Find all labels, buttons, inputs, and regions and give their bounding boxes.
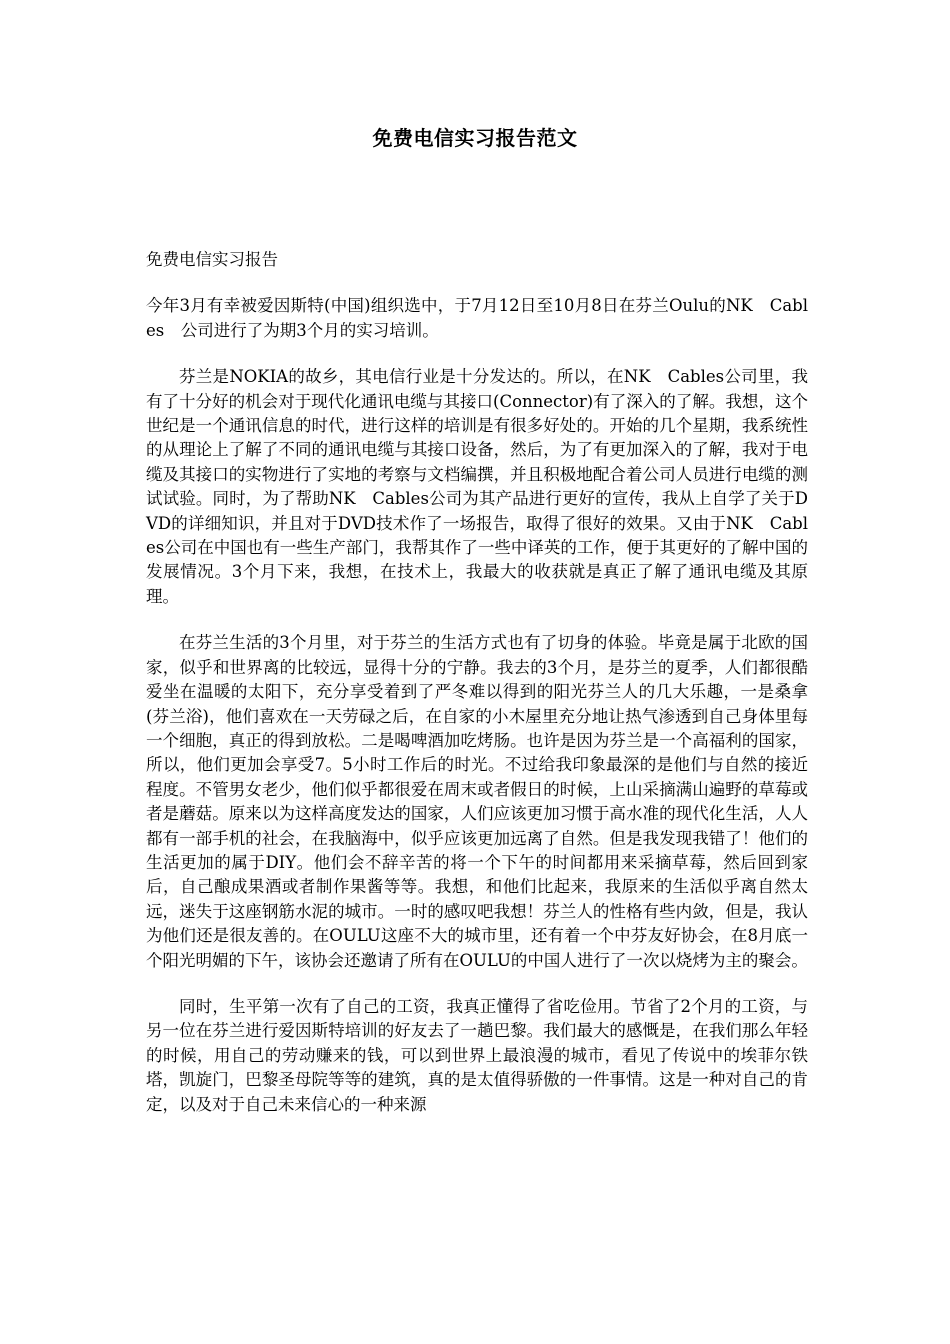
paragraph-3: 在芬兰生活的3个月里，对于芬兰的生活方式也有了切身的体验。毕竟是属于北欧的国家，似乎和世界离的比较远，显得十分的宁静。我去的3个月，是芬兰的夏季，人们都很酷爱坐在温暖的太阳下，充分享受着到了严冬难以得到的阳光芬兰人的几大乐趣，一是桑拿(芬兰浴)，他们喜欢在一天劳碌之后，在自家的小木屋里充分地让热气渗透到自己身体里每一个细胞，真正的得到放松。二是喝啤酒加吃烤肠。也许是因为芬兰是一个高福利的国家，所以，他们更加会享受7。5小时工作后的时光。不过给我印象最深的是他们与自然的接近程度。不管男女老少，他们似乎都很爱在周末或者假日的时候，上山采摘满山遍野的草莓或者是蘑菇。原来以为这样高度发达的国家，人们应该更加习惯于高水准的现代化生活，人人都有一部手机的社会，在我脑海中，似乎应该更加远离了自然。但是我发现我错了！他们的生活更加的属于DIY。他们会不辞辛苦的将一个下午的时间都用来采摘草莓，然后回到家后，自己酿成果酒或者制作果酱等等。我想，和他们比起来，我原来的生活似乎离自然太远，迷失于这座钢筋水泥的城市。一时的感叹吧我想！芬兰人的性格有些内敛，但是，我认为他们还是很友善的。在OULU这座不大的城市里，还有着一个中芬友好协会，在8月底一个阳光明媚的下午，该协会还邀请了所有在OULU的中国人进行了一次以烧烤为主的聚会。 [146,633,808,970]
paragraph-1: 今年3月有幸被爱因斯特(中国)组织选中，于7月12日至10月8日在芬兰Oulu的NK Cables 公司进行了为期3个月的实习培训。 [146,296,808,340]
paragraph-2: 芬兰是NOKIA的故乡，其电信行业是十分发达的。所以，在NK Cables公司里，我有了十分好的机会对于现代化通讯电缆与其接口(Connector)有了深入的了解。我想，这个世纪是一个通讯信息的时代，进行这样的培训是有很多好处的。开始的几个星期，我系统性的从理论上了解了不同的通讯电缆与其接口设备，然后，为了有更加深入的了解，我对于电缆及其接口的实物进行了实地的考察与文档编撰，并且积极地配合着公司人员进行电缆的测试试验。同时，为了帮助NK Cables公司为其产品进行更好的宣传，我从上自学了关于DVD的详细知识，并且对于DVD技术作了一场报告，取得了很好的效果。又由于NK Cables公司在中国也有一些生产部门，我帮其作了一些中译英的工作，便于其更好的了解中国的发展情况。3个月下来，我想，在技术上，我最大的收获就是真正了解了通讯电缆及其原理。 [146,367,808,606]
document-body [146,248,808,1139]
document-subtitle: 免费电信实习报告 [146,250,278,269]
document-title: 免费电信实习报告范文 [372,126,578,150]
paragraph-4: 同时，生平第一次有了自己的工资，我真正懂得了省吃俭用。节省了2个月的工资，与另一位在芬兰进行爱因斯特培训的好友去了一趟巴黎。我们最大的感慨是，在我们那么年轻的时候，用自己的劳动赚来的钱，可以到世界上最浪漫的城市，看见了传说中的埃菲尔铁塔，凯旋门，巴黎圣母院等等的建筑，真的是太值得骄傲的一件事情。这是一种对自己的肯定，以及对于自己未来信心的一种来源 [146,996,808,1114]
